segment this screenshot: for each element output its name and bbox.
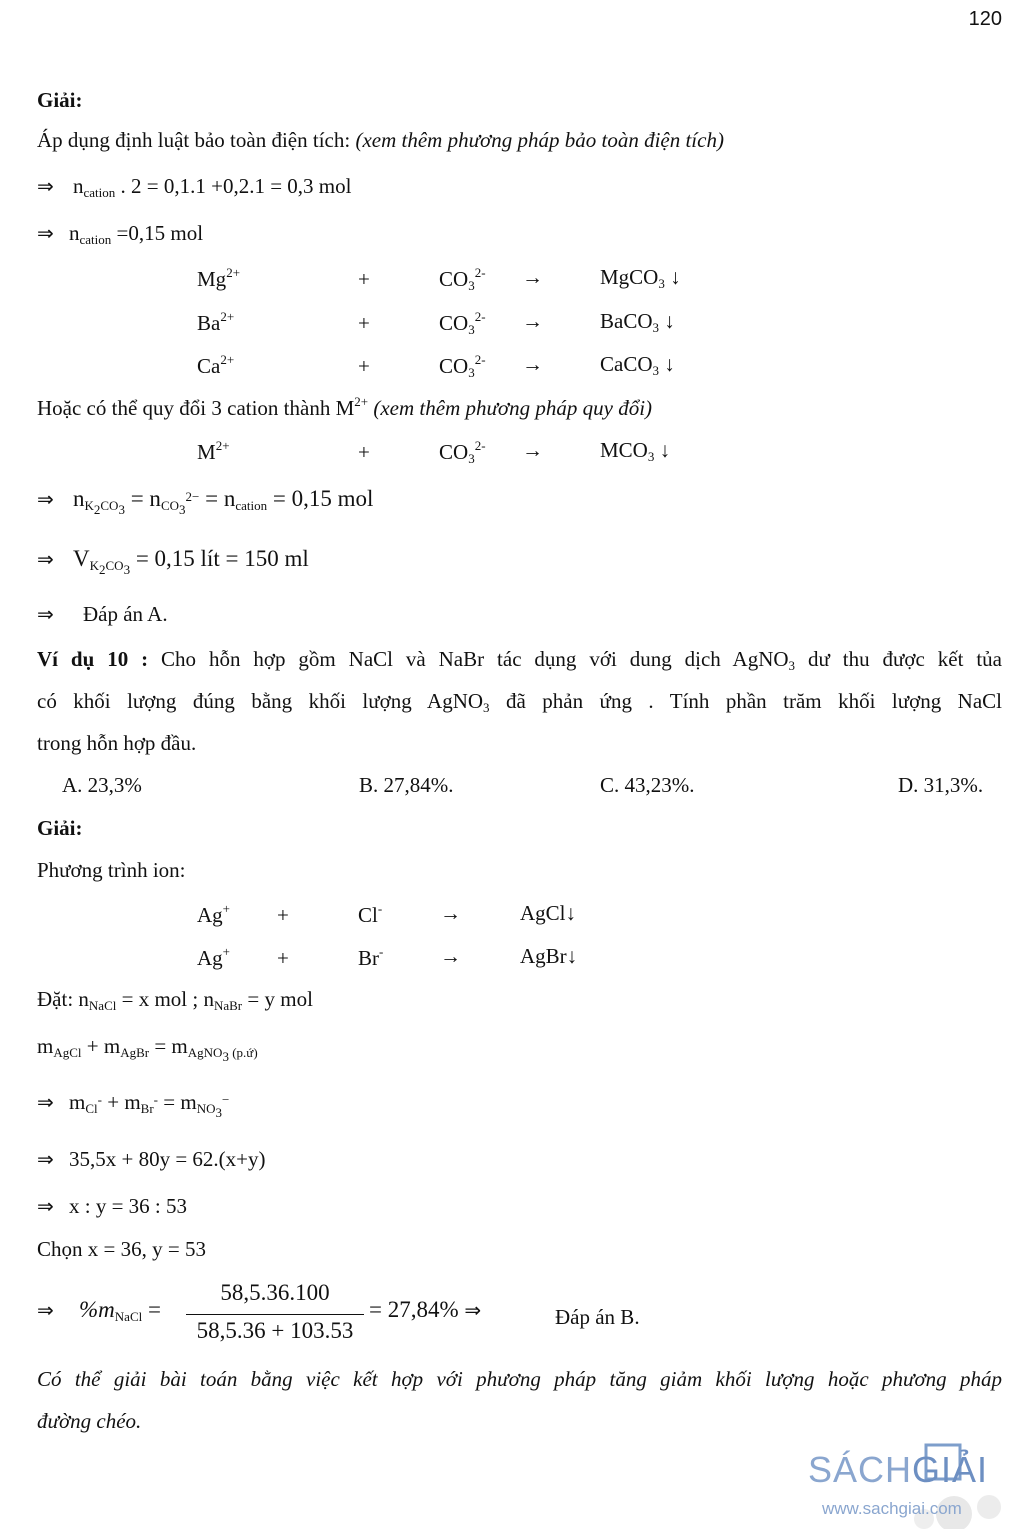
plus-sign: + <box>358 311 370 335</box>
var-n: n <box>73 174 84 198</box>
cation: Ag+ <box>197 944 231 970</box>
fraction-denominator: 58,5.36 + 103.53 <box>196 1318 354 1343</box>
arrow-icon: → <box>440 944 461 968</box>
mass-ions-line: ⇒ $m_{Cl^-} + m_{Br^-} = m_{NO_3^-}$ <box>37 1090 230 1120</box>
implies-icon: ⇒ <box>37 1298 54 1322</box>
implies-icon: ⇒ <box>37 547 54 571</box>
arrow-icon: → <box>522 352 543 376</box>
example-line-3: trong hỗn hợp đầu. <box>37 731 197 755</box>
implies-icon: ⇒ <box>37 174 54 198</box>
cation-moles-line <box>37 221 203 248</box>
watermark-logo <box>804 1419 1014 1529</box>
watermark-url: www.sachgiai.com <box>822 1499 962 1518</box>
plus-sign: + <box>358 440 370 464</box>
implies-icon: ⇒ <box>37 602 54 626</box>
product: $MCO_3$ ↓ <box>600 438 671 464</box>
product: MgCO$_3$ ↓ <box>600 265 681 291</box>
apply-law-reference: (xem thêm phương pháp bảo toàn điện tích) <box>355 128 724 152</box>
cation: $Mg^{2+}$ <box>197 265 241 291</box>
watermark-brand: SÁCHGIẢI <box>808 1449 989 1490</box>
answer-a-line <box>37 602 168 627</box>
conversion-text: Hoặc có thể quy đổi 3 cation thành M <box>37 396 355 420</box>
cation: Ag+ <box>197 901 231 927</box>
solution-heading: Giải: <box>37 88 83 112</box>
product: CaCO$_3$ ↓ <box>600 352 675 378</box>
equation-line-3: ⇒ 35,5x + 80y = 62.(x+y) <box>37 1147 266 1171</box>
solution-heading-2: Giải: <box>37 816 83 840</box>
var-n: n <box>69 221 80 245</box>
mass-balance-line: $m_{AgCl} + m_{AgBr} = m_{AgNO_3 (p.ứ)}$ <box>37 1034 258 1064</box>
anion: Cl- <box>358 901 383 927</box>
product: AgBr↓ <box>520 944 578 968</box>
arrow-icon: → <box>522 438 543 462</box>
cation: $Ba^{2+}$ <box>197 309 235 335</box>
note-line-1: Có thể giải bài toán bằng việc kết hợp với phương pháp tăng giảm khối lượng hoặc phương pháp <box>37 1367 1002 1391</box>
subscript: cation <box>79 232 112 247</box>
cation: $Ca^{2+}$ <box>197 352 235 378</box>
page-number: 120 <box>968 8 1002 30</box>
plus-sign: + <box>277 903 289 927</box>
answer-a: Đáp án A. <box>83 602 168 626</box>
fraction <box>186 1280 364 1350</box>
example-line-1: Ví dụ 10 : Cho hỗn hợp gồm NaCl và NaBr tác dụng với dung dịch AgNO$_3$ dư thu được kết tủa <box>37 647 1002 673</box>
option-b: B. 27,84%. <box>359 773 454 797</box>
example-label: Ví dụ 10 : <box>37 647 149 671</box>
apply-law-text: Áp dụng định luật bảo toàn điện tích: <box>37 128 356 152</box>
option-a: A. 23,3% <box>62 773 142 797</box>
cation: $M^{2+}$ <box>197 438 230 464</box>
ratio-line: ⇒ x : y = 36 : 53 <box>37 1194 188 1218</box>
superscript: 2+ <box>354 394 369 409</box>
implies-icon: ⇒ <box>37 1147 54 1171</box>
answer-b: Đáp án B. <box>555 1305 640 1329</box>
fraction-numerator: 58,5.36.100 <box>220 1280 330 1305</box>
plus-sign: + <box>358 267 370 291</box>
arrow-icon: → <box>440 901 461 925</box>
note-line-2: đường chéo. <box>37 1409 142 1433</box>
implies-icon: ⇒ <box>37 221 54 245</box>
arrow-icon: → <box>522 309 543 333</box>
subscript: cation <box>83 185 116 200</box>
arrow-icon: → <box>522 265 543 289</box>
option-d: D. 31,3%. <box>898 773 984 797</box>
conversion-line <box>37 394 652 421</box>
example-line-2: có khối lượng đúng bằng khối lượng AgNO$_3$ đã phản ứng . Tính phần trăm khối lượng NaCl <box>37 689 1002 715</box>
plus-sign: + <box>277 946 289 970</box>
set-variables-line: Đặt: $n_{NaCl} = x$ mol ; $n_{NaBr} = y$ mol <box>37 987 313 1013</box>
conversion-reference: (xem thêm phương pháp quy đổi) <box>368 396 653 420</box>
cation-charge-equation <box>37 174 351 201</box>
fraction-bar <box>186 1314 364 1315</box>
equation-rest: =0,15 mol <box>111 221 204 245</box>
anion: $CO_3^{2-}$ <box>439 352 486 380</box>
apply-law-line <box>37 128 724 153</box>
anion: Br- <box>358 944 384 970</box>
option-c: C. 43,23%. <box>600 773 695 797</box>
plus-sign: + <box>358 354 370 378</box>
implies-icon: ⇒ <box>37 1194 54 1218</box>
anion: $CO_3^{2-}$ <box>439 438 486 466</box>
moles-equality-line: ⇒ $n_{K_2CO_3} = n_{CO_3^{2-}} = n_{cation} = 0,15$ mol <box>37 486 374 517</box>
percent-rhs: = 27,84% ⇒ <box>369 1297 500 1323</box>
product: AgCl↓ <box>520 901 577 925</box>
anion: $CO_3^{2-}$ <box>439 309 486 337</box>
anion: $CO_3^{2-}$ <box>439 265 486 293</box>
implies-icon: ⇒ <box>37 487 54 511</box>
implies-icon: ⇒ <box>37 1090 54 1114</box>
percent-lhs: ⇒ $\%m_{NaCl}$ = <box>37 1297 161 1324</box>
implies-icon: ⇒ <box>464 1298 482 1322</box>
ion-equation-label: Phương trình ion: <box>37 858 186 882</box>
product: BaCO$_3$ ↓ <box>600 309 675 335</box>
volume-line: ⇒ $V_{K_2CO_3} = 0,15$ lít = 150 ml <box>37 546 309 577</box>
equation-rest: . 2 = 0,1.1 +0,2.1 = 0,3 mol <box>115 174 352 198</box>
choose-values-line: Chọn x = 36, y = 53 <box>37 1237 206 1261</box>
